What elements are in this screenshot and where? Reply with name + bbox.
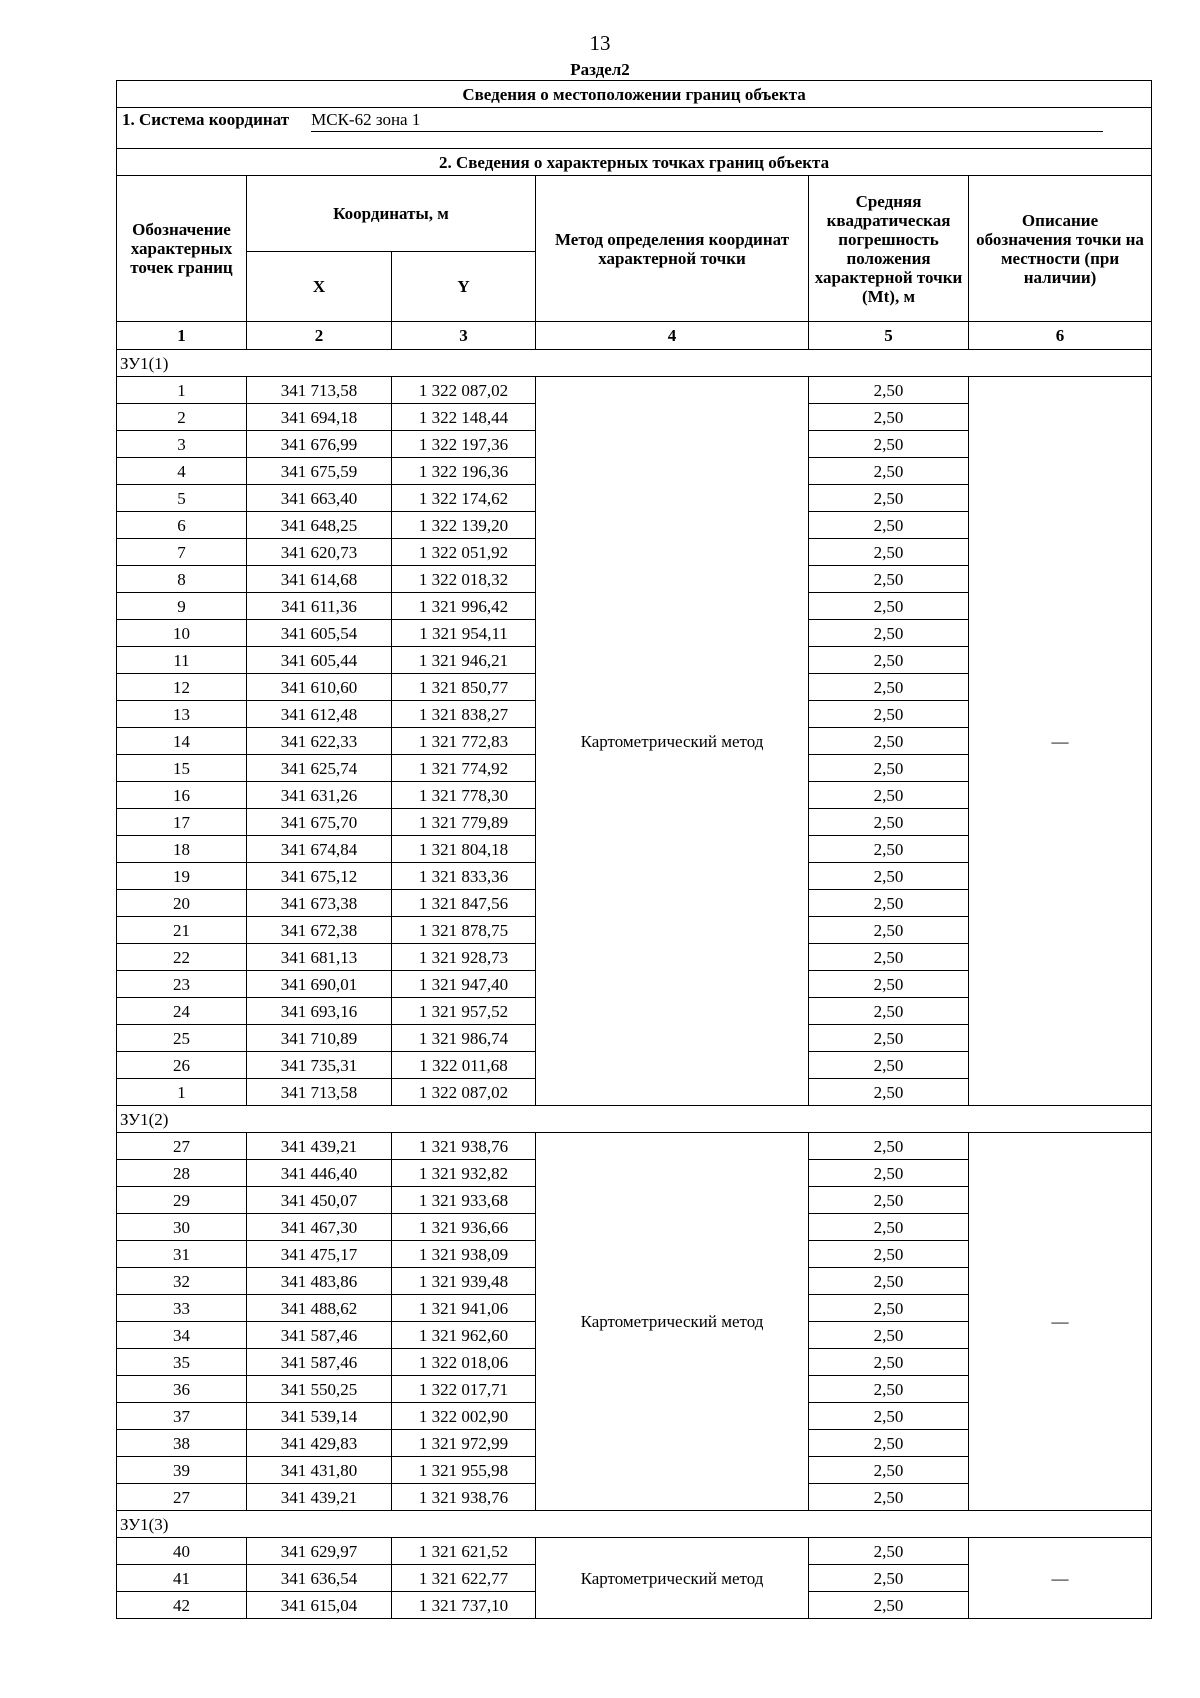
coord-x: 341 674,84 (247, 836, 392, 863)
coord-y: 1 321 778,30 (392, 782, 536, 809)
error-value: 2,50 (809, 1160, 969, 1187)
coord-x: 341 713,58 (247, 377, 392, 404)
point-number: 38 (117, 1430, 247, 1457)
point-number: 1 (117, 1079, 247, 1106)
coord-x: 341 681,13 (247, 944, 392, 971)
coord-x: 341 675,70 (247, 809, 392, 836)
coord-y: 1 322 051,92 (392, 539, 536, 566)
coord-y: 1 321 941,06 (392, 1295, 536, 1322)
error-value: 2,50 (809, 971, 969, 998)
error-value: 2,50 (809, 647, 969, 674)
coord-y: 1 322 002,90 (392, 1403, 536, 1430)
point-number: 22 (117, 944, 247, 971)
coord-y: 1 322 017,71 (392, 1376, 536, 1403)
error-value: 2,50 (809, 1268, 969, 1295)
coord-x: 341 629,97 (247, 1538, 392, 1565)
coord-x: 341 605,44 (247, 647, 392, 674)
error-value: 2,50 (809, 1052, 969, 1079)
point-number: 6 (117, 512, 247, 539)
point-number: 37 (117, 1403, 247, 1430)
error-value: 2,50 (809, 1403, 969, 1430)
point-number: 24 (117, 998, 247, 1025)
column-number: 3 (392, 322, 536, 350)
group-row (117, 350, 1152, 377)
error-value: 2,50 (809, 431, 969, 458)
error-value: 2,50 (809, 1484, 969, 1511)
coord-y: 1 321 936,66 (392, 1214, 536, 1241)
header-point-designation: Обозначение характерных точек границ (117, 176, 247, 322)
point-number: 7 (117, 539, 247, 566)
point-number: 28 (117, 1160, 247, 1187)
coord-y: 1 321 779,89 (392, 809, 536, 836)
error-value: 2,50 (809, 890, 969, 917)
point-number: 21 (117, 917, 247, 944)
group-name: ЗУ1(1) (117, 350, 1152, 377)
coord-x: 341 710,89 (247, 1025, 392, 1052)
coord-x: 341 735,31 (247, 1052, 392, 1079)
error-value: 2,50 (809, 728, 969, 755)
error-value: 2,50 (809, 1322, 969, 1349)
coord-y: 1 321 847,56 (392, 890, 536, 917)
coord-x: 341 675,59 (247, 458, 392, 485)
coord-x: 341 431,80 (247, 1457, 392, 1484)
coord-y: 1 321 928,73 (392, 944, 536, 971)
header-coordinates: Координаты, м (247, 176, 536, 252)
coord-x: 341 450,07 (247, 1187, 392, 1214)
point-number: 3 (117, 431, 247, 458)
point-number: 25 (117, 1025, 247, 1052)
table-row (117, 1133, 1152, 1160)
point-number: 8 (117, 566, 247, 593)
coord-x: 341 631,26 (247, 782, 392, 809)
description-cell: — (969, 377, 1152, 1106)
coord-system-label: 1. Система координат (122, 110, 290, 129)
error-value: 2,50 (809, 809, 969, 836)
table-row (117, 377, 1152, 404)
method-cell: Картометрический метод (536, 1538, 809, 1619)
coord-y: 1 321 986,74 (392, 1025, 536, 1052)
coord-y: 1 321 939,48 (392, 1268, 536, 1295)
coord-system-value: МСК-62 зона 1 (311, 110, 1103, 132)
group-name: ЗУ1(3) (117, 1511, 1152, 1538)
coord-x: 341 439,21 (247, 1133, 392, 1160)
coord-y: 1 322 174,62 (392, 485, 536, 512)
section2-title: 2. Сведения о характерных точках границ объекта (117, 149, 1152, 176)
coord-x: 341 690,01 (247, 971, 392, 998)
error-value: 2,50 (809, 1376, 969, 1403)
error-value: 2,50 (809, 1025, 969, 1052)
error-value: 2,50 (809, 404, 969, 431)
coord-y: 1 321 932,82 (392, 1160, 536, 1187)
coord-y: 1 321 833,36 (392, 863, 536, 890)
error-value: 2,50 (809, 1295, 969, 1322)
point-number: 29 (117, 1187, 247, 1214)
coord-x: 341 429,83 (247, 1430, 392, 1457)
point-number: 11 (117, 647, 247, 674)
coord-y: 1 321 838,27 (392, 701, 536, 728)
point-number: 27 (117, 1133, 247, 1160)
error-value: 2,50 (809, 1430, 969, 1457)
error-value: 2,50 (809, 1349, 969, 1376)
coord-y: 1 321 933,68 (392, 1187, 536, 1214)
point-number: 9 (117, 593, 247, 620)
coord-x: 341 610,60 (247, 674, 392, 701)
point-number: 2 (117, 404, 247, 431)
error-value: 2,50 (809, 620, 969, 647)
coord-x: 341 446,40 (247, 1160, 392, 1187)
coord-y: 1 321 737,10 (392, 1592, 536, 1619)
error-value: 2,50 (809, 593, 969, 620)
coord-x: 341 475,17 (247, 1241, 392, 1268)
coord-system-cell (117, 108, 1152, 149)
section-label: Раздел2 (570, 60, 630, 79)
page-number: 13 (589, 31, 611, 55)
point-number: 39 (117, 1457, 247, 1484)
header-description: Описание обозначения точки на местности (при наличии) (969, 176, 1152, 322)
table-row (117, 1538, 1152, 1565)
coord-x: 341 694,18 (247, 404, 392, 431)
error-value: 2,50 (809, 512, 969, 539)
coord-x: 341 636,54 (247, 1565, 392, 1592)
coord-y: 1 321 774,92 (392, 755, 536, 782)
point-number: 13 (117, 701, 247, 728)
coord-x: 341 488,62 (247, 1295, 392, 1322)
error-value: 2,50 (809, 566, 969, 593)
error-value: 2,50 (809, 863, 969, 890)
coord-x: 341 483,86 (247, 1268, 392, 1295)
error-value: 2,50 (809, 539, 969, 566)
error-value: 2,50 (809, 701, 969, 728)
error-value: 2,50 (809, 1241, 969, 1268)
column-number: 6 (969, 322, 1152, 350)
coord-y: 1 321 962,60 (392, 1322, 536, 1349)
error-value: 2,50 (809, 377, 969, 404)
coord-x: 341 550,25 (247, 1376, 392, 1403)
coord-y: 1 322 087,02 (392, 377, 536, 404)
coord-x: 341 673,38 (247, 890, 392, 917)
error-value: 2,50 (809, 458, 969, 485)
point-number: 5 (117, 485, 247, 512)
coord-x: 341 620,73 (247, 539, 392, 566)
error-value: 2,50 (809, 1565, 969, 1592)
coord-x: 341 622,33 (247, 728, 392, 755)
point-number: 31 (117, 1241, 247, 1268)
coord-y: 1 322 018,06 (392, 1349, 536, 1376)
method-cell: Картометрический метод (536, 1133, 809, 1511)
method-cell: Картометрический метод (536, 377, 809, 1106)
point-number: 10 (117, 620, 247, 647)
coord-y: 1 322 087,02 (392, 1079, 536, 1106)
coord-x: 341 625,74 (247, 755, 392, 782)
coord-x: 341 539,14 (247, 1403, 392, 1430)
point-number: 19 (117, 863, 247, 890)
coord-x: 341 587,46 (247, 1349, 392, 1376)
column-number: 4 (536, 322, 809, 350)
point-number: 18 (117, 836, 247, 863)
header-y: Y (392, 252, 536, 322)
coord-y: 1 321 622,77 (392, 1565, 536, 1592)
error-value: 2,50 (809, 485, 969, 512)
point-number: 30 (117, 1214, 247, 1241)
point-number: 27 (117, 1484, 247, 1511)
group-name: ЗУ1(2) (117, 1106, 1152, 1133)
point-number: 12 (117, 674, 247, 701)
coord-y: 1 321 804,18 (392, 836, 536, 863)
error-value: 2,50 (809, 1133, 969, 1160)
coord-y: 1 321 850,77 (392, 674, 536, 701)
group-row (117, 1106, 1152, 1133)
coord-y: 1 322 196,36 (392, 458, 536, 485)
coord-x: 341 648,25 (247, 512, 392, 539)
column-number: 5 (809, 322, 969, 350)
point-number: 26 (117, 1052, 247, 1079)
coord-y: 1 321 955,98 (392, 1457, 536, 1484)
point-number: 17 (117, 809, 247, 836)
table-title: Сведения о местоположении границ объекта (117, 81, 1152, 108)
header-error: Средняя квадратическая погрешность положения характерной точки (Mt), м (809, 176, 969, 322)
coord-x: 341 675,12 (247, 863, 392, 890)
description-cell: — (969, 1538, 1152, 1619)
error-value: 2,50 (809, 782, 969, 809)
coord-x: 341 676,99 (247, 431, 392, 458)
coord-y: 1 321 621,52 (392, 1538, 536, 1565)
error-value: 2,50 (809, 836, 969, 863)
coord-x: 341 439,21 (247, 1484, 392, 1511)
coord-y: 1 321 938,76 (392, 1484, 536, 1511)
point-number: 20 (117, 890, 247, 917)
point-number: 35 (117, 1349, 247, 1376)
group-row (117, 1511, 1152, 1538)
coord-y: 1 322 148,44 (392, 404, 536, 431)
point-number: 34 (117, 1322, 247, 1349)
column-number: 2 (247, 322, 392, 350)
coord-y: 1 321 938,76 (392, 1133, 536, 1160)
coord-y: 1 321 947,40 (392, 971, 536, 998)
error-value: 2,50 (809, 944, 969, 971)
point-number: 32 (117, 1268, 247, 1295)
coord-x: 341 672,38 (247, 917, 392, 944)
point-number: 33 (117, 1295, 247, 1322)
error-value: 2,50 (809, 1457, 969, 1484)
error-value: 2,50 (809, 674, 969, 701)
coord-y: 1 321 772,83 (392, 728, 536, 755)
description-cell: — (969, 1133, 1152, 1511)
point-number: 41 (117, 1565, 247, 1592)
coord-x: 341 612,48 (247, 701, 392, 728)
coord-y: 1 322 018,32 (392, 566, 536, 593)
error-value: 2,50 (809, 1214, 969, 1241)
coord-y: 1 321 996,42 (392, 593, 536, 620)
coord-y: 1 321 878,75 (392, 917, 536, 944)
coord-x: 341 611,36 (247, 593, 392, 620)
point-number: 40 (117, 1538, 247, 1565)
point-number: 42 (117, 1592, 247, 1619)
point-number: 15 (117, 755, 247, 782)
boundary-points-table (116, 80, 1152, 1619)
error-value: 2,50 (809, 917, 969, 944)
error-value: 2,50 (809, 1079, 969, 1106)
coord-y: 1 321 954,11 (392, 620, 536, 647)
error-value: 2,50 (809, 1538, 969, 1565)
point-number: 4 (117, 458, 247, 485)
coord-x: 341 693,16 (247, 998, 392, 1025)
coord-x: 341 614,68 (247, 566, 392, 593)
coord-y: 1 321 946,21 (392, 647, 536, 674)
point-number: 16 (117, 782, 247, 809)
error-value: 2,50 (809, 998, 969, 1025)
error-value: 2,50 (809, 1592, 969, 1619)
point-number: 23 (117, 971, 247, 998)
error-value: 2,50 (809, 1187, 969, 1214)
coord-y: 1 322 139,20 (392, 512, 536, 539)
coord-x: 341 615,04 (247, 1592, 392, 1619)
coord-x: 341 467,30 (247, 1214, 392, 1241)
coord-y: 1 322 011,68 (392, 1052, 536, 1079)
column-number: 1 (117, 322, 247, 350)
coord-y: 1 322 197,36 (392, 431, 536, 458)
coord-x: 341 605,54 (247, 620, 392, 647)
coord-y: 1 321 972,99 (392, 1430, 536, 1457)
header-x: X (247, 252, 392, 322)
coord-y: 1 321 957,52 (392, 998, 536, 1025)
header-method: Метод определения координат характерной точки (536, 176, 809, 322)
error-value: 2,50 (809, 755, 969, 782)
coord-x: 341 587,46 (247, 1322, 392, 1349)
coord-x: 341 663,40 (247, 485, 392, 512)
point-number: 36 (117, 1376, 247, 1403)
point-number: 1 (117, 377, 247, 404)
coord-x: 341 713,58 (247, 1079, 392, 1106)
point-number: 14 (117, 728, 247, 755)
coord-y: 1 321 938,09 (392, 1241, 536, 1268)
